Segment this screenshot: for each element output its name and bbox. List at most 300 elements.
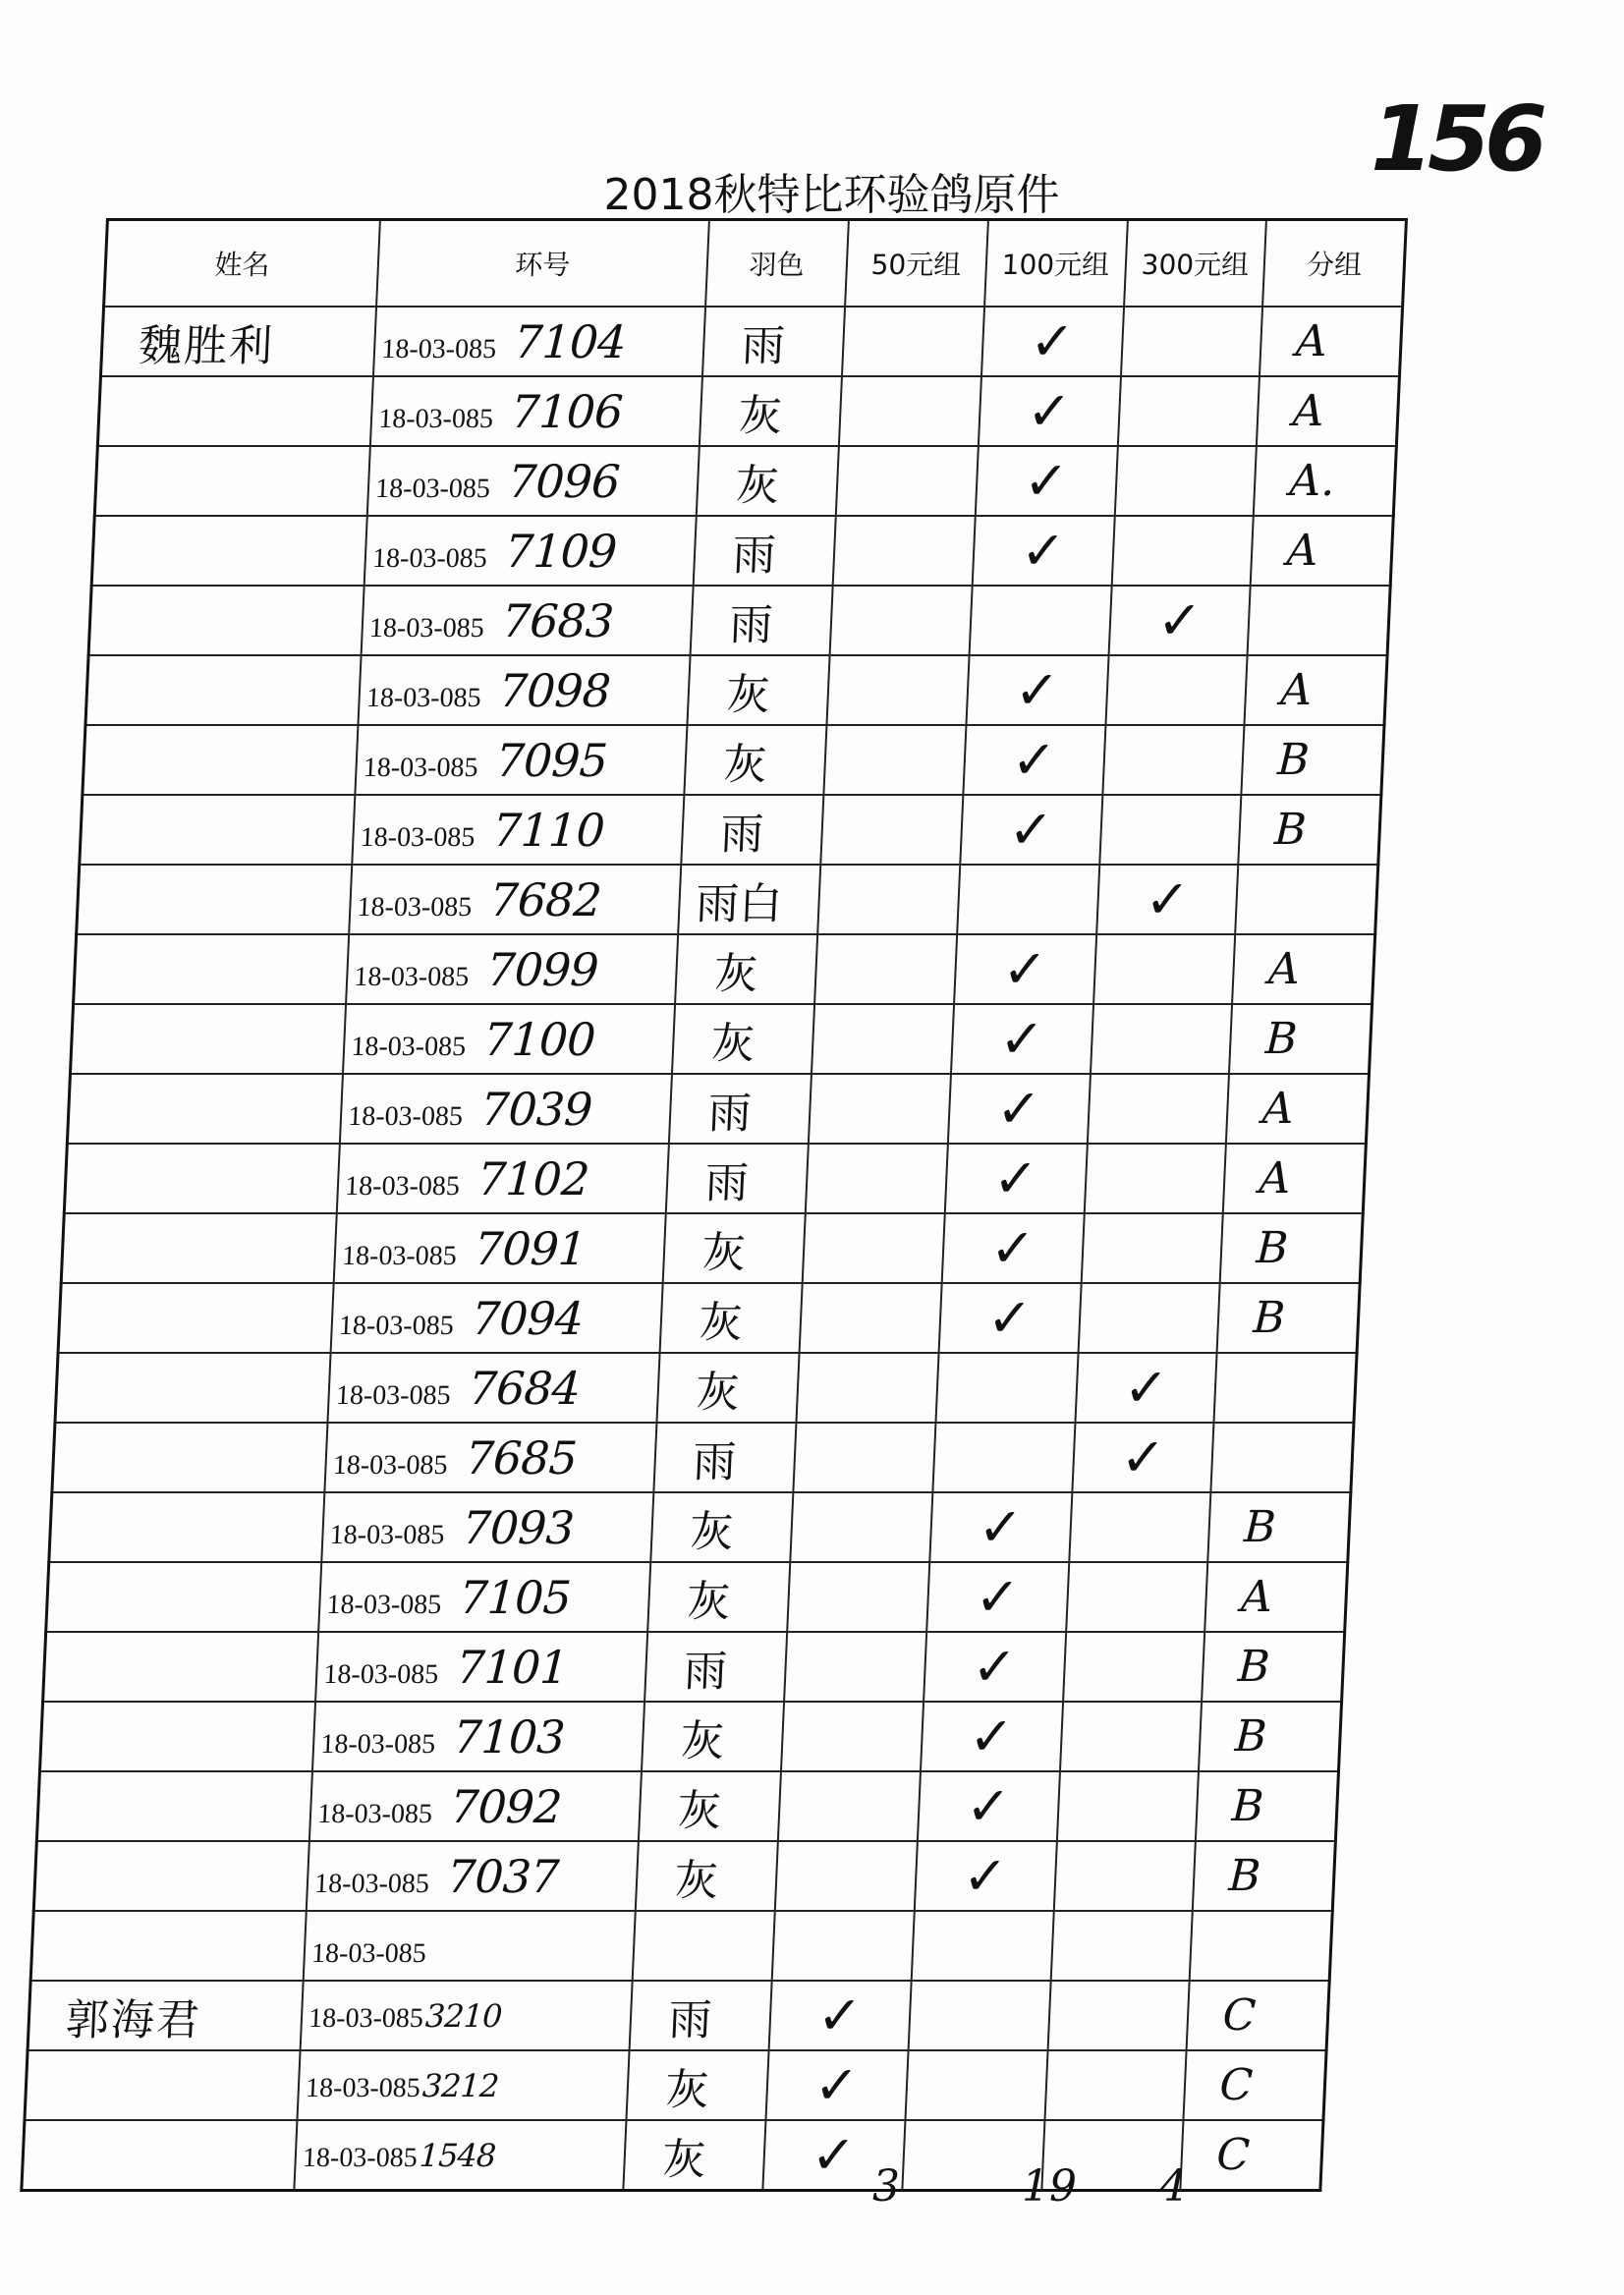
group-300-cell — [1081, 1213, 1223, 1283]
ring-number: 7685 — [464, 1430, 579, 1484]
feather-color: 雨 — [682, 1646, 729, 1697]
feather-color-cell — [684, 725, 826, 795]
ring-number-cell — [312, 1702, 644, 1771]
group-50-cell — [823, 725, 966, 795]
group-300-cell — [1072, 1423, 1214, 1492]
feather-color-cell — [672, 1004, 814, 1074]
owner-name-cell — [46, 1562, 322, 1632]
column-header-color: 羽色 — [705, 220, 849, 308]
owner-name — [32, 1921, 70, 1971]
group-100-cell — [972, 516, 1114, 586]
division-value: B — [1230, 1781, 1265, 1831]
group-50-cell — [799, 1283, 941, 1353]
division-cell — [1205, 1562, 1348, 1632]
group-300-cell — [1096, 865, 1239, 934]
ring-number-cell — [340, 1074, 671, 1144]
group-50-cell — [771, 1911, 914, 1981]
ring-prefix: 18-03-085 — [347, 1100, 464, 1132]
ring-number: 7102 — [476, 1151, 590, 1205]
group-100-cell — [941, 1213, 1084, 1283]
feather-color: 灰 — [661, 2134, 707, 2185]
group-100-cell — [921, 1702, 1063, 1771]
division-cell — [1220, 1213, 1363, 1283]
check-mark-icon: ✓ — [964, 1774, 1012, 1837]
ring-number-cell — [298, 2050, 629, 2120]
check-mark-icon: ✓ — [968, 1705, 1016, 1767]
division-value: B — [1233, 1711, 1268, 1762]
table-row — [83, 725, 1384, 795]
group-300-cell — [1120, 307, 1262, 376]
ring-number: 7100 — [482, 1012, 596, 1066]
feather-color: 灰 — [695, 1367, 741, 1418]
ring-prefix: 18-03-085 — [371, 542, 488, 574]
ring-number-cell — [364, 516, 696, 586]
page-number: 156 — [1371, 86, 1542, 192]
owner-name-cell — [74, 934, 350, 1004]
ring-prefix: 18-03-085 — [319, 1728, 436, 1760]
column-header-ring: 环号 — [376, 220, 708, 308]
ring-number: 7683 — [500, 593, 615, 647]
ring-number-cell — [346, 934, 677, 1004]
owner-name — [72, 1014, 109, 1064]
ring-number-cell — [309, 1771, 641, 1841]
owner-name-cell — [83, 725, 359, 795]
owner-name — [38, 1781, 76, 1831]
ring-number: 7104 — [513, 314, 627, 368]
feather-color: 雨 — [703, 1157, 750, 1208]
feather-color: 灰 — [676, 1785, 722, 1836]
feather-color: 灰 — [709, 1018, 756, 1069]
table-row — [46, 1562, 1348, 1632]
check-mark-icon: ✓ — [1013, 658, 1061, 721]
ring-prefix: 18-03-085 — [380, 333, 497, 364]
owner-name — [51, 1502, 88, 1552]
ring-prefix: 18-03-085 — [356, 891, 473, 923]
group-300-cell — [1099, 795, 1242, 865]
owner-name-cell — [85, 655, 362, 725]
ring-prefix: 18-03-085 — [305, 2072, 421, 2103]
division-value: A — [1240, 1572, 1274, 1622]
ring-prefix: 18-03-085 — [360, 821, 476, 853]
division-cell — [1217, 1283, 1360, 1353]
group-300-cell — [1108, 586, 1251, 655]
column-header-division: 分组 — [1263, 220, 1407, 308]
owner-name — [35, 1851, 73, 1901]
feather-color-cell — [662, 1213, 805, 1283]
feather-color: 灰 — [725, 669, 771, 720]
group-100-cell — [914, 1841, 1056, 1911]
group-100-cell — [911, 1911, 1053, 1981]
group-50-cell — [802, 1213, 944, 1283]
division-cell — [1257, 376, 1399, 446]
table-row — [77, 865, 1378, 934]
ring-prefix: 18-03-085 — [332, 1449, 449, 1481]
group-100-cell — [932, 1423, 1075, 1492]
ring-number-cell — [318, 1562, 649, 1632]
division-cell — [1214, 1353, 1357, 1423]
group-50-cell — [781, 1702, 924, 1771]
division-value: A — [1291, 386, 1325, 436]
table-row — [43, 1632, 1345, 1702]
group-100-cell — [929, 1492, 1072, 1562]
division-value — [1249, 595, 1284, 645]
ring-prefix: 18-03-085 — [344, 1170, 461, 1202]
division-value: A — [1285, 526, 1319, 576]
division-cell — [1229, 1004, 1372, 1074]
owner-name-cell — [28, 1981, 304, 2050]
owner-name-cell — [97, 376, 373, 446]
total-group-300: 4 — [1159, 2161, 1187, 2211]
group-50-cell — [793, 1423, 935, 1492]
feather-color-cell — [638, 1771, 780, 1841]
table-row — [36, 1771, 1338, 1841]
feather-color: 雨 — [692, 1436, 738, 1487]
feather-color: 雨 — [667, 1994, 713, 2045]
group-300-cell — [1087, 1074, 1229, 1144]
division-cell — [1242, 725, 1384, 795]
ring-prefix: 18-03-085 — [325, 1589, 442, 1620]
owner-name-cell — [80, 795, 356, 865]
owner-name — [63, 1223, 100, 1273]
check-mark-icon: ✓ — [1144, 868, 1192, 930]
division-value: A — [1266, 944, 1302, 994]
owner-name — [41, 1711, 79, 1762]
table-row — [97, 376, 1399, 446]
owner-name-cell — [30, 1911, 307, 1981]
feather-color: 灰 — [698, 1297, 744, 1348]
group-300-cell — [1117, 376, 1260, 446]
ring-prefix: 18-03-085 — [316, 1798, 433, 1829]
feather-color: 灰 — [712, 948, 759, 999]
feather-color-cell — [635, 1841, 777, 1911]
owner-name — [60, 1293, 97, 1343]
owner-name — [54, 1432, 91, 1483]
table-row — [25, 2050, 1326, 2120]
ring-number-cell — [295, 2120, 626, 2191]
ring-number: 7096 — [507, 454, 621, 508]
owner-name-cell — [67, 1074, 343, 1144]
table-header — [104, 220, 1407, 308]
owner-name — [57, 1363, 94, 1413]
group-50-cell — [814, 934, 957, 1004]
table-row — [88, 586, 1390, 655]
division-value: A — [1258, 1153, 1292, 1203]
feather-color-cell — [696, 446, 838, 516]
division-value — [1237, 874, 1272, 924]
ring-number: 7098 — [497, 663, 612, 717]
column-header-group-100: 100元组 — [984, 220, 1128, 308]
owner-name — [76, 944, 113, 994]
owner-name-cell — [43, 1632, 319, 1702]
feather-color-cell — [642, 1702, 784, 1771]
ring-prefix: 18-03-085 — [363, 752, 479, 783]
division-cell — [1203, 1632, 1345, 1702]
ring-number: 7684 — [467, 1361, 582, 1415]
feather-color-cell — [678, 865, 820, 934]
division-value: B — [1236, 1642, 1271, 1692]
division-cell — [1245, 655, 1387, 725]
check-mark-icon: ✓ — [1029, 309, 1077, 372]
owner-name: 郭海君 — [64, 1994, 203, 2045]
table-row — [28, 1981, 1329, 2050]
check-mark-icon: ✓ — [1122, 1356, 1170, 1419]
group-100-cell — [978, 376, 1120, 446]
ring-prefix: 18-03-085 — [322, 1658, 439, 1690]
table-row — [100, 307, 1402, 376]
check-mark-icon: ✓ — [961, 1844, 1009, 1907]
ring-number: 7103 — [452, 1709, 566, 1763]
registration-table — [20, 218, 1408, 2192]
owner-name — [45, 1642, 83, 1692]
ring-number-cell — [304, 1911, 635, 1981]
table-row — [91, 516, 1393, 586]
ring-number-cell — [349, 865, 680, 934]
group-50-cell — [790, 1492, 932, 1562]
ring-number-cell — [356, 725, 687, 795]
ring-number: 7106 — [510, 384, 624, 438]
ring-number-cell — [337, 1144, 668, 1213]
division-value: C — [1218, 2060, 1255, 2110]
ring-prefix: 18-03-085 — [353, 961, 470, 992]
table-row — [94, 446, 1396, 516]
division-cell — [1208, 1492, 1351, 1562]
ring-number: 7110 — [491, 803, 605, 857]
division-value: B — [1276, 735, 1311, 785]
division-value: B — [1227, 1851, 1262, 1901]
owner-name-cell — [70, 1004, 346, 1074]
ring-number — [443, 1920, 445, 1973]
group-300-cell — [1066, 1562, 1208, 1632]
feather-color-cell — [653, 1423, 796, 1492]
division-cell — [1196, 1771, 1338, 1841]
division-value: A. — [1288, 456, 1336, 506]
table-row — [52, 1423, 1354, 1492]
feather-color-cell — [690, 586, 832, 655]
owner-name — [96, 456, 134, 506]
ring-number-cell — [331, 1283, 662, 1353]
ring-prefix: 18-03-085 — [329, 1519, 446, 1550]
owner-name — [66, 1153, 103, 1203]
division-cell — [1184, 2050, 1326, 2120]
owner-name — [93, 526, 131, 576]
feather-color-cell — [659, 1283, 802, 1353]
group-100-cell — [947, 1074, 1090, 1144]
division-value: B — [1243, 1502, 1277, 1552]
group-100-cell — [926, 1562, 1069, 1632]
group-300-cell — [1093, 934, 1236, 1004]
ring-prefix: 18-03-085 — [374, 473, 491, 504]
group-100-cell — [966, 655, 1108, 725]
group-50-cell — [774, 1841, 917, 1911]
table-row — [74, 934, 1375, 1004]
division-value: A — [1279, 665, 1314, 715]
ring-number-cell — [343, 1004, 674, 1074]
group-50-cell — [765, 2050, 908, 2120]
table-row — [22, 2120, 1323, 2191]
division-cell — [1260, 307, 1402, 376]
division-cell — [1211, 1423, 1354, 1492]
division-cell — [1248, 586, 1390, 655]
ring-number: 7092 — [449, 1779, 563, 1833]
table-row — [80, 795, 1381, 865]
ring-number: 7039 — [479, 1082, 593, 1136]
feather-color: 雨白 — [695, 878, 784, 929]
group-100-cell — [975, 446, 1117, 516]
ring-number: 7101 — [455, 1640, 569, 1694]
group-300-cell — [1111, 516, 1254, 586]
group-300-cell — [1063, 1632, 1205, 1702]
ring-number-cell — [373, 307, 704, 376]
table-row — [67, 1074, 1369, 1144]
ring-number-cell — [370, 376, 701, 446]
division-cell — [1254, 446, 1396, 516]
group-100-cell — [951, 1004, 1093, 1074]
group-300-cell — [1044, 2050, 1187, 2120]
feather-color: 雨 — [740, 320, 787, 371]
ring-prefix: 18-03-085 — [350, 1031, 467, 1062]
check-mark-icon: ✓ — [1001, 937, 1049, 1000]
group-50-cell — [812, 1004, 954, 1074]
group-100-cell — [944, 1144, 1087, 1213]
group-50-cell — [832, 516, 975, 586]
feather-color-cell — [647, 1562, 790, 1632]
check-mark-icon: ✓ — [994, 1077, 1042, 1140]
check-mark-icon: ✓ — [1007, 798, 1055, 861]
ring-number-cell — [325, 1423, 656, 1492]
owner-name-cell — [100, 307, 376, 376]
check-mark-icon: ✓ — [1022, 449, 1070, 512]
ring-prefix: 18-03-085 — [377, 403, 494, 434]
division-cell — [1193, 1841, 1335, 1911]
division-value: A — [1260, 1084, 1295, 1134]
ring-number-cell — [322, 1492, 653, 1562]
feather-color: 灰 — [689, 1506, 735, 1557]
feather-color-cell — [656, 1353, 799, 1423]
ring-prefix: 18-03-085 — [365, 682, 482, 713]
group-50-cell — [829, 586, 972, 655]
feather-color: 灰 — [722, 739, 768, 790]
feather-color-cell — [665, 1144, 808, 1213]
ring-prefix: 18-03-085 — [368, 612, 485, 644]
group-50-cell — [820, 795, 963, 865]
division-value: C — [1215, 2130, 1252, 2180]
table-row — [58, 1283, 1360, 1353]
ring-number: 7095 — [494, 733, 609, 787]
group-100-cell — [905, 2050, 1047, 2120]
check-mark-icon: ✓ — [1119, 1426, 1167, 1488]
group-100-cell — [969, 586, 1111, 655]
group-100-cell — [960, 795, 1102, 865]
group-100-cell — [924, 1632, 1066, 1702]
ring-number: 1548 — [419, 2136, 497, 2174]
group-50-cell — [777, 1771, 920, 1841]
check-mark-icon: ✓ — [971, 1635, 1019, 1698]
owner-name-cell — [22, 2120, 298, 2191]
group-100-cell — [981, 307, 1124, 376]
check-mark-icon: ✓ — [991, 1147, 1039, 1209]
owner-name — [87, 665, 125, 715]
feather-color: 灰 — [734, 460, 780, 511]
ring-number: 7105 — [458, 1570, 572, 1624]
group-300-cell — [1078, 1283, 1220, 1353]
owner-name-cell — [25, 2050, 301, 2120]
owner-name-cell — [52, 1423, 328, 1492]
owner-name — [90, 595, 128, 645]
division-cell — [1236, 865, 1378, 934]
division-cell — [1233, 934, 1375, 1004]
group-300-cell — [1069, 1492, 1211, 1562]
table-row — [85, 655, 1387, 725]
group-100-cell — [963, 725, 1105, 795]
table-row — [70, 1004, 1372, 1074]
group-300-cell — [1114, 446, 1257, 516]
check-mark-icon: ✓ — [1155, 588, 1204, 651]
feather-color: 雨 — [706, 1088, 753, 1139]
division-cell — [1187, 1981, 1329, 2050]
table-row — [39, 1702, 1341, 1771]
group-50-cell — [808, 1074, 950, 1144]
division-value: B — [1263, 1014, 1299, 1064]
feather-color-cell — [626, 2050, 768, 2120]
page-title: 2018秋特比环验鸽原件 — [603, 170, 1060, 220]
ring-number-cell — [353, 795, 684, 865]
ring-number-cell — [315, 1632, 646, 1702]
owner-name-cell — [49, 1492, 325, 1562]
total-group-100: 19 — [1022, 2161, 1077, 2211]
owner-name-cell — [91, 516, 367, 586]
group-100-cell — [954, 934, 1096, 1004]
table-body — [22, 307, 1403, 2191]
check-mark-icon: ✓ — [815, 1984, 864, 2046]
group-300-cell — [1056, 1771, 1199, 1841]
check-mark-icon: ✓ — [1019, 519, 1067, 582]
feather-color-cell — [632, 1911, 774, 1981]
owner-name — [82, 805, 119, 855]
feather-color-cell — [668, 1074, 811, 1144]
ring-number: 7682 — [488, 872, 602, 926]
owner-name — [24, 2130, 61, 2180]
feather-color-cell — [644, 1632, 787, 1702]
group-100-cell — [938, 1283, 1081, 1353]
group-50-cell — [805, 1144, 947, 1213]
ring-prefix: 18-03-085 — [341, 1240, 458, 1271]
ring-number-cell — [334, 1213, 665, 1283]
column-header-name: 姓名 — [104, 220, 381, 308]
column-header-group-50: 50元组 — [845, 220, 988, 308]
feather-color: 灰 — [737, 390, 783, 441]
group-50-cell — [838, 376, 980, 446]
ring-prefix: 18-03-085 — [313, 1868, 430, 1899]
division-value: C — [1221, 1990, 1258, 2041]
table-row — [55, 1353, 1357, 1423]
owner-name-cell — [55, 1353, 331, 1423]
group-50-cell — [835, 446, 978, 516]
feather-color-cell — [650, 1492, 793, 1562]
ring-prefix: 18-03-085 — [310, 1937, 427, 1969]
group-50-cell — [768, 1981, 911, 2050]
owner-name-cell — [58, 1283, 334, 1353]
group-50-cell — [817, 865, 960, 934]
owner-name — [99, 386, 137, 436]
division-value: B — [1252, 1293, 1287, 1343]
group-300-cell — [1090, 1004, 1232, 1074]
division-cell — [1226, 1074, 1369, 1144]
group-100-cell — [957, 865, 1099, 934]
ring-number: 7091 — [473, 1221, 588, 1275]
ring-prefix: 18-03-085 — [302, 2142, 419, 2173]
check-mark-icon: ✓ — [985, 1286, 1034, 1349]
owner-name-cell — [64, 1144, 340, 1213]
